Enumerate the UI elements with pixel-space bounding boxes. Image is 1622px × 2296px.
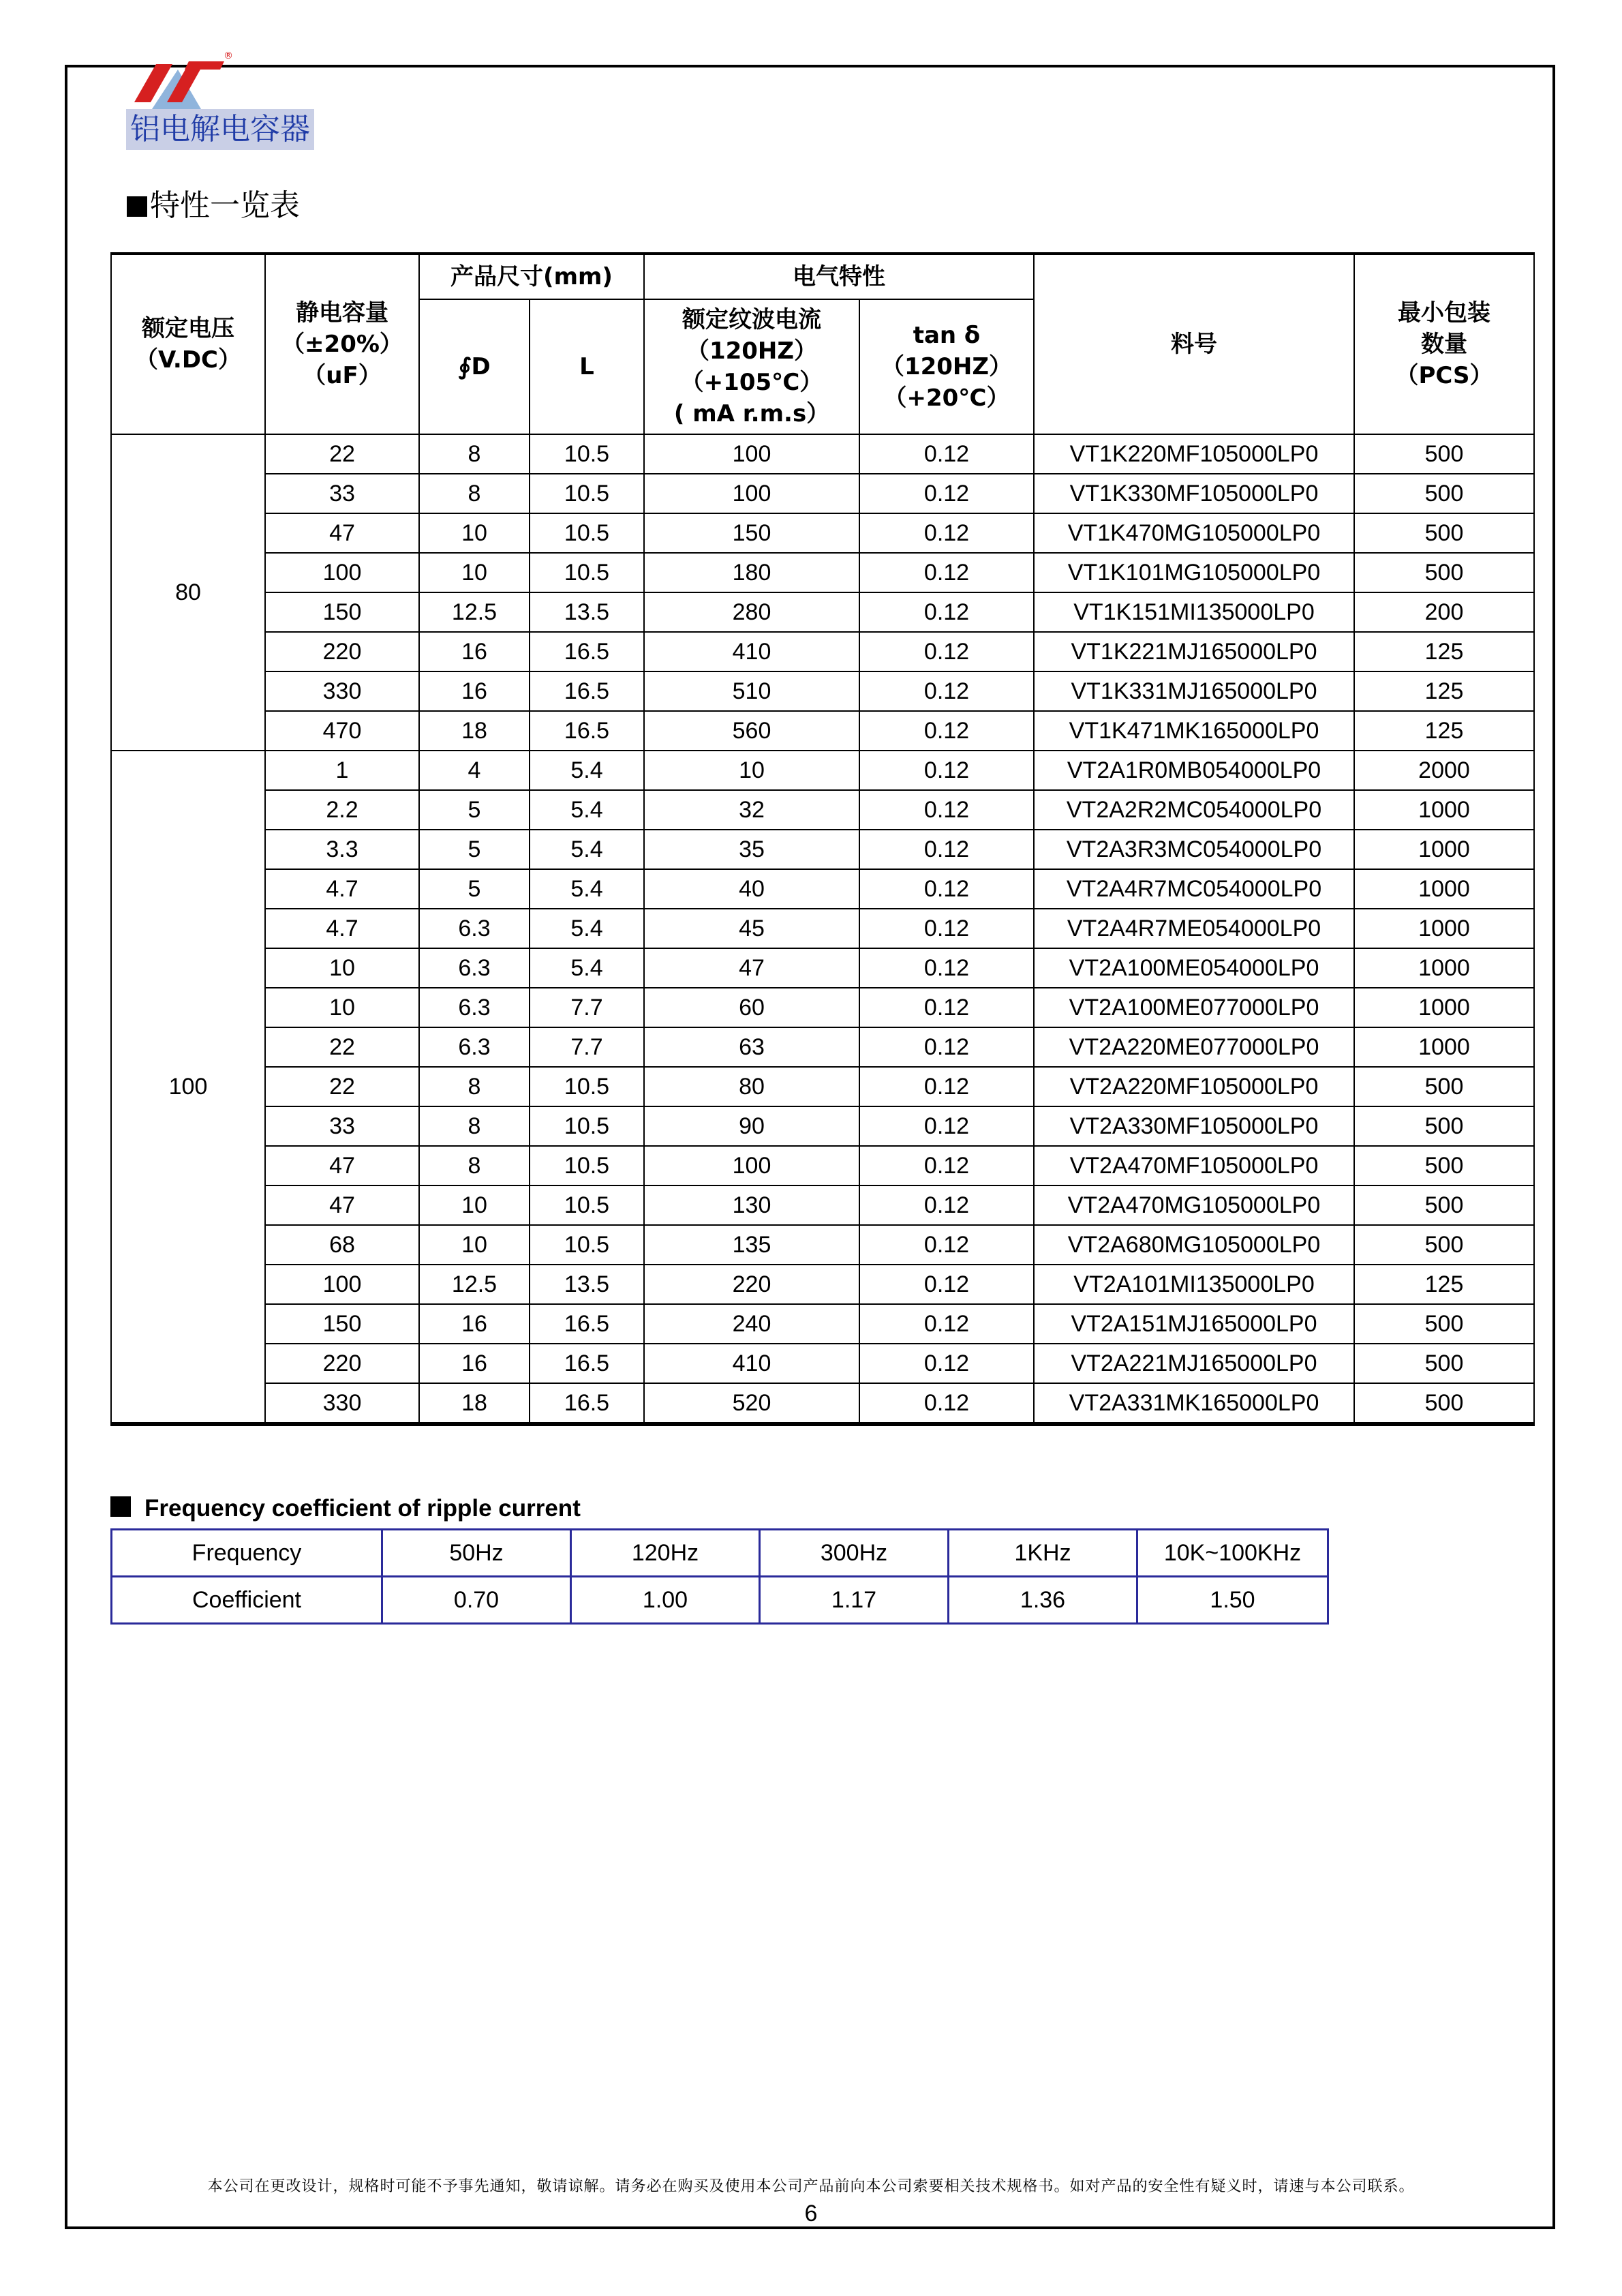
section-title-text: 特性一览表 — [150, 188, 300, 223]
frequency-cell: 300Hz — [760, 1530, 949, 1577]
tan-delta-cell: 0.12 — [859, 830, 1034, 869]
diameter-cell: 8 — [419, 1067, 530, 1106]
ripple-cell: 410 — [644, 1344, 859, 1383]
diameter-cell: 16 — [419, 632, 530, 671]
frequency-cell: 120Hz — [571, 1530, 760, 1577]
diameter-cell: 18 — [419, 711, 530, 751]
diameter-cell: 12.5 — [419, 1265, 530, 1304]
ripple-cell: 40 — [644, 869, 859, 909]
bullet-square-icon — [127, 196, 147, 217]
length-cell: 10.5 — [530, 553, 644, 592]
part-number-cell: VT2A221MJ165000LP0 — [1034, 1344, 1354, 1383]
part-number-cell: VT2A331MK165000LP0 — [1034, 1383, 1354, 1424]
part-number-cell: VT2A101MI135000LP0 — [1034, 1265, 1354, 1304]
length-cell: 10.5 — [530, 474, 644, 513]
min-pack-cell: 500 — [1354, 513, 1534, 553]
min-pack-cell: 500 — [1354, 1304, 1534, 1344]
frequency-row — [112, 1530, 1328, 1577]
part-number-cell: VT2A3R3MC054000LP0 — [1034, 830, 1354, 869]
table-row — [111, 671, 1534, 711]
capacitance-cell: 4.7 — [265, 909, 419, 948]
tan-delta-cell: 0.12 — [859, 869, 1034, 909]
length-cell: 16.5 — [530, 632, 644, 671]
table-row — [111, 592, 1534, 632]
capacitance-cell: 100 — [265, 553, 419, 592]
ripple-cell: 280 — [644, 592, 859, 632]
capacitance-cell: 2.2 — [265, 790, 419, 830]
tan-delta-cell: 0.12 — [859, 1067, 1034, 1106]
min-pack-cell: 1000 — [1354, 1027, 1534, 1067]
coefficient-cell: 1.17 — [760, 1577, 949, 1624]
frequency-section-title — [110, 1493, 581, 1524]
frequency-title-text: Frequency coefficient of ripple current — [144, 1495, 581, 1522]
min-pack-cell: 500 — [1354, 1067, 1534, 1106]
min-pack-cell: 125 — [1354, 711, 1534, 751]
bullet-square-icon — [110, 1496, 131, 1517]
table-row — [111, 553, 1534, 592]
diameter-cell: 4 — [419, 751, 530, 790]
table-row — [111, 869, 1534, 909]
length-cell: 10.5 — [530, 513, 644, 553]
ripple-cell: 47 — [644, 948, 859, 988]
tan-delta-cell: 0.12 — [859, 1027, 1034, 1067]
ripple-cell: 520 — [644, 1383, 859, 1424]
min-pack-cell: 500 — [1354, 1383, 1534, 1424]
diameter-cell: 8 — [419, 434, 530, 474]
tan-delta-cell: 0.12 — [859, 751, 1034, 790]
length-cell: 16.5 — [530, 1304, 644, 1344]
part-number-cell: VT1K331MJ165000LP0 — [1034, 671, 1354, 711]
ripple-cell: 32 — [644, 790, 859, 830]
table-row — [111, 948, 1534, 988]
tan-delta-cell: 0.12 — [859, 948, 1034, 988]
tan-delta-cell: 0.12 — [859, 1146, 1034, 1185]
table-row — [111, 1304, 1534, 1344]
tan-delta-cell: 0.12 — [859, 1106, 1034, 1146]
tan-delta-cell: 0.12 — [859, 909, 1034, 948]
length-cell: 13.5 — [530, 592, 644, 632]
diameter-cell: 16 — [419, 1344, 530, 1383]
length-cell: 10.5 — [530, 1146, 644, 1185]
part-number-cell: VT2A220ME077000LP0 — [1034, 1027, 1354, 1067]
capacitance-cell: 33 — [265, 1106, 419, 1146]
length-cell: 10.5 — [530, 1185, 644, 1225]
header-length: L — [530, 299, 644, 434]
ripple-cell: 100 — [644, 474, 859, 513]
tan-delta-cell: 0.12 — [859, 553, 1034, 592]
min-pack-cell: 1000 — [1354, 988, 1534, 1027]
diameter-cell: 12.5 — [419, 592, 530, 632]
header-rated-voltage: 额定电压 （V.DC） — [111, 254, 265, 434]
table-row — [111, 751, 1534, 790]
capacitance-cell: 1 — [265, 751, 419, 790]
part-number-cell: VT1K220MF105000LP0 — [1034, 434, 1354, 474]
ripple-cell: 10 — [644, 751, 859, 790]
capacitance-cell: 47 — [265, 1146, 419, 1185]
part-number-cell: VT2A4R7ME054000LP0 — [1034, 909, 1354, 948]
part-number-cell: VT2A151MJ165000LP0 — [1034, 1304, 1354, 1344]
tan-delta-cell: 0.12 — [859, 1265, 1034, 1304]
table-row — [111, 1265, 1534, 1304]
frequency-cell: 50Hz — [382, 1530, 571, 1577]
min-pack-cell: 125 — [1354, 632, 1534, 671]
rated-voltage-cell: 100 — [111, 751, 265, 1424]
frequency-table — [110, 1528, 1329, 1625]
diameter-cell: 16 — [419, 1304, 530, 1344]
length-cell: 5.4 — [530, 948, 644, 988]
tan-delta-cell: 0.12 — [859, 1304, 1034, 1344]
capacitance-cell: 330 — [265, 1383, 419, 1424]
ripple-cell: 80 — [644, 1067, 859, 1106]
table-row — [111, 711, 1534, 751]
capacitance-cell: 150 — [265, 1304, 419, 1344]
table-row — [111, 474, 1534, 513]
table-row — [111, 1027, 1534, 1067]
length-cell: 10.5 — [530, 434, 644, 474]
min-pack-cell: 125 — [1354, 671, 1534, 711]
table-row — [111, 1067, 1534, 1106]
min-pack-cell: 2000 — [1354, 751, 1534, 790]
tan-delta-cell: 0.12 — [859, 513, 1034, 553]
capacitance-cell: 10 — [265, 988, 419, 1027]
header-tan-delta: tan δ （120HZ） （+20℃） — [859, 299, 1034, 434]
capacitance-cell: 330 — [265, 671, 419, 711]
ripple-cell: 45 — [644, 909, 859, 948]
table-row — [111, 830, 1534, 869]
coefficient-cell: 0.70 — [382, 1577, 571, 1624]
length-cell: 5.4 — [530, 751, 644, 790]
part-number-cell: VT2A2R2MC054000LP0 — [1034, 790, 1354, 830]
capacitance-cell: 33 — [265, 474, 419, 513]
min-pack-cell: 200 — [1354, 592, 1534, 632]
brand-title: 铝电解电容器 — [126, 109, 314, 150]
part-number-cell: VT1K101MG105000LP0 — [1034, 553, 1354, 592]
part-number-cell: VT2A680MG105000LP0 — [1034, 1225, 1354, 1265]
length-cell: 10.5 — [530, 1106, 644, 1146]
ripple-cell: 100 — [644, 1146, 859, 1185]
part-number-cell: VT2A4R7MC054000LP0 — [1034, 869, 1354, 909]
table-row — [111, 513, 1534, 553]
ripple-cell: 100 — [644, 434, 859, 474]
part-number-cell: VT1K330MF105000LP0 — [1034, 474, 1354, 513]
diameter-cell: 8 — [419, 1106, 530, 1146]
tan-delta-cell: 0.12 — [859, 474, 1034, 513]
capacitance-cell: 100 — [265, 1265, 419, 1304]
capacitance-cell: 10 — [265, 948, 419, 988]
length-cell: 5.4 — [530, 869, 644, 909]
length-cell: 7.7 — [530, 988, 644, 1027]
frequency-row-label: Frequency — [112, 1530, 382, 1577]
capacitance-cell: 150 — [265, 592, 419, 632]
frequency-cell: 10K~100KHz — [1137, 1530, 1328, 1577]
tan-delta-cell: 0.12 — [859, 1383, 1034, 1424]
table-row — [111, 988, 1534, 1027]
tan-delta-cell: 0.12 — [859, 1185, 1034, 1225]
coefficient-cell: 1.50 — [1137, 1577, 1328, 1624]
section-title — [127, 185, 300, 226]
min-pack-cell: 125 — [1354, 1265, 1534, 1304]
capacitance-cell: 22 — [265, 1067, 419, 1106]
table-row — [111, 1344, 1534, 1383]
diameter-cell: 10 — [419, 553, 530, 592]
min-pack-cell: 500 — [1354, 1106, 1534, 1146]
table-row — [111, 790, 1534, 830]
length-cell: 5.4 — [530, 790, 644, 830]
capacitance-cell: 220 — [265, 1344, 419, 1383]
header-electrical-group: 电气特性 — [644, 254, 1034, 299]
diameter-cell: 10 — [419, 513, 530, 553]
tan-delta-cell: 0.12 — [859, 671, 1034, 711]
tan-delta-cell: 0.12 — [859, 592, 1034, 632]
spec-table — [110, 252, 1535, 1426]
diameter-cell: 18 — [419, 1383, 530, 1424]
table-row — [111, 434, 1534, 474]
min-pack-cell: 1000 — [1354, 909, 1534, 948]
coefficient-cell: 1.36 — [949, 1577, 1137, 1624]
header-part-number: 料号 — [1034, 254, 1354, 434]
ripple-cell: 220 — [644, 1265, 859, 1304]
diameter-cell: 16 — [419, 671, 530, 711]
min-pack-cell: 1000 — [1354, 869, 1534, 909]
part-number-cell: VT2A1R0MB054000LP0 — [1034, 751, 1354, 790]
company-logo — [125, 49, 234, 110]
capacitance-cell: 220 — [265, 632, 419, 671]
diameter-cell: 10 — [419, 1185, 530, 1225]
capacitance-cell: 22 — [265, 434, 419, 474]
page-number: 6 — [804, 2201, 818, 2226]
length-cell: 16.5 — [530, 1344, 644, 1383]
ripple-cell: 240 — [644, 1304, 859, 1344]
min-pack-cell: 500 — [1354, 553, 1534, 592]
capacitance-cell: 22 — [265, 1027, 419, 1067]
table-row — [111, 1383, 1534, 1424]
part-number-cell: VT1K151MI135000LP0 — [1034, 592, 1354, 632]
ripple-cell: 150 — [644, 513, 859, 553]
part-number-cell: VT2A470MF105000LP0 — [1034, 1146, 1354, 1185]
capacitance-cell: 47 — [265, 513, 419, 553]
part-number-cell: VT2A470MG105000LP0 — [1034, 1185, 1354, 1225]
frequency-cell: 1KHz — [949, 1530, 1137, 1577]
coefficient-cell: 1.00 — [571, 1577, 760, 1624]
min-pack-cell: 500 — [1354, 434, 1534, 474]
table-row — [111, 1146, 1534, 1185]
ripple-cell: 90 — [644, 1106, 859, 1146]
part-number-cell: VT1K221MJ165000LP0 — [1034, 632, 1354, 671]
table-row — [111, 1185, 1534, 1225]
rated-voltage-cell: 80 — [111, 434, 265, 751]
diameter-cell: 8 — [419, 1146, 530, 1185]
header-size-group: 产品尺寸(mm) — [419, 254, 644, 299]
capacitance-cell: 3.3 — [265, 830, 419, 869]
ripple-cell: 63 — [644, 1027, 859, 1067]
ripple-cell: 60 — [644, 988, 859, 1027]
capacitance-cell: 470 — [265, 711, 419, 751]
coefficient-row — [112, 1577, 1328, 1624]
min-pack-cell: 1000 — [1354, 830, 1534, 869]
tan-delta-cell: 0.12 — [859, 1225, 1034, 1265]
table-row — [111, 909, 1534, 948]
diameter-cell: 5 — [419, 869, 530, 909]
spec-table-body — [111, 434, 1534, 1424]
ripple-cell: 560 — [644, 711, 859, 751]
header-capacitance: 静电容量 （±20%） （uF） — [265, 254, 419, 434]
diameter-cell: 6.3 — [419, 1027, 530, 1067]
part-number-cell: VT1K470MG105000LP0 — [1034, 513, 1354, 553]
ripple-cell: 410 — [644, 632, 859, 671]
min-pack-cell: 1000 — [1354, 790, 1534, 830]
length-cell: 10.5 — [530, 1225, 644, 1265]
part-number-cell: VT2A330MF105000LP0 — [1034, 1106, 1354, 1146]
min-pack-cell: 500 — [1354, 1185, 1534, 1225]
diameter-cell: 10 — [419, 1225, 530, 1265]
tan-delta-cell: 0.12 — [859, 711, 1034, 751]
table-row — [111, 1225, 1534, 1265]
diameter-cell: 5 — [419, 830, 530, 869]
length-cell: 5.4 — [530, 909, 644, 948]
logo-mark-icon — [125, 49, 234, 110]
diameter-cell: 8 — [419, 474, 530, 513]
length-cell: 16.5 — [530, 671, 644, 711]
tan-delta-cell: 0.12 — [859, 790, 1034, 830]
min-pack-cell: 500 — [1354, 1146, 1534, 1185]
header-diameter: ∮D — [419, 299, 530, 434]
part-number-cell: VT1K471MK165000LP0 — [1034, 711, 1354, 751]
tan-delta-cell: 0.12 — [859, 1344, 1034, 1383]
header-ripple-current: 额定纹波电流 （120HZ） （+105℃） ( mA r.m.s） — [644, 299, 859, 434]
header-min-pack: 最小包装 数量 （PCS） — [1354, 254, 1534, 434]
ripple-cell: 130 — [644, 1185, 859, 1225]
length-cell: 10.5 — [530, 1067, 644, 1106]
capacitance-cell: 68 — [265, 1225, 419, 1265]
length-cell: 16.5 — [530, 1383, 644, 1424]
length-cell: 7.7 — [530, 1027, 644, 1067]
length-cell: 13.5 — [530, 1265, 644, 1304]
ripple-cell: 35 — [644, 830, 859, 869]
registered-mark: ® — [224, 50, 233, 61]
min-pack-cell: 500 — [1354, 1225, 1534, 1265]
tan-delta-cell: 0.12 — [859, 988, 1034, 1027]
coefficient-row-label: Coefficient — [112, 1577, 382, 1624]
table-row — [111, 1106, 1534, 1146]
diameter-cell: 6.3 — [419, 909, 530, 948]
part-number-cell: VT2A100ME077000LP0 — [1034, 988, 1354, 1027]
table-row — [111, 632, 1534, 671]
min-pack-cell: 500 — [1354, 474, 1534, 513]
capacitance-cell: 4.7 — [265, 869, 419, 909]
diameter-cell: 6.3 — [419, 988, 530, 1027]
diameter-cell: 6.3 — [419, 948, 530, 988]
ripple-cell: 510 — [644, 671, 859, 711]
min-pack-cell: 500 — [1354, 1344, 1534, 1383]
tan-delta-cell: 0.12 — [859, 632, 1034, 671]
length-cell: 16.5 — [530, 711, 644, 751]
length-cell: 5.4 — [530, 830, 644, 869]
capacitance-cell: 47 — [265, 1185, 419, 1225]
footer-disclaimer: 本公司在更改设计，规格时可能不予事先通知，敬请谅解。请务必在购买及使用本公司产品前向本公司索要相关技术规格书。如对产品的安全性有疑义时，请速与本公司联系。 — [207, 2178, 1415, 2195]
ripple-cell: 135 — [644, 1225, 859, 1265]
min-pack-cell: 1000 — [1354, 948, 1534, 988]
part-number-cell: VT2A220MF105000LP0 — [1034, 1067, 1354, 1106]
diameter-cell: 5 — [419, 790, 530, 830]
tan-delta-cell: 0.12 — [859, 434, 1034, 474]
ripple-cell: 180 — [644, 553, 859, 592]
part-number-cell: VT2A100ME054000LP0 — [1034, 948, 1354, 988]
